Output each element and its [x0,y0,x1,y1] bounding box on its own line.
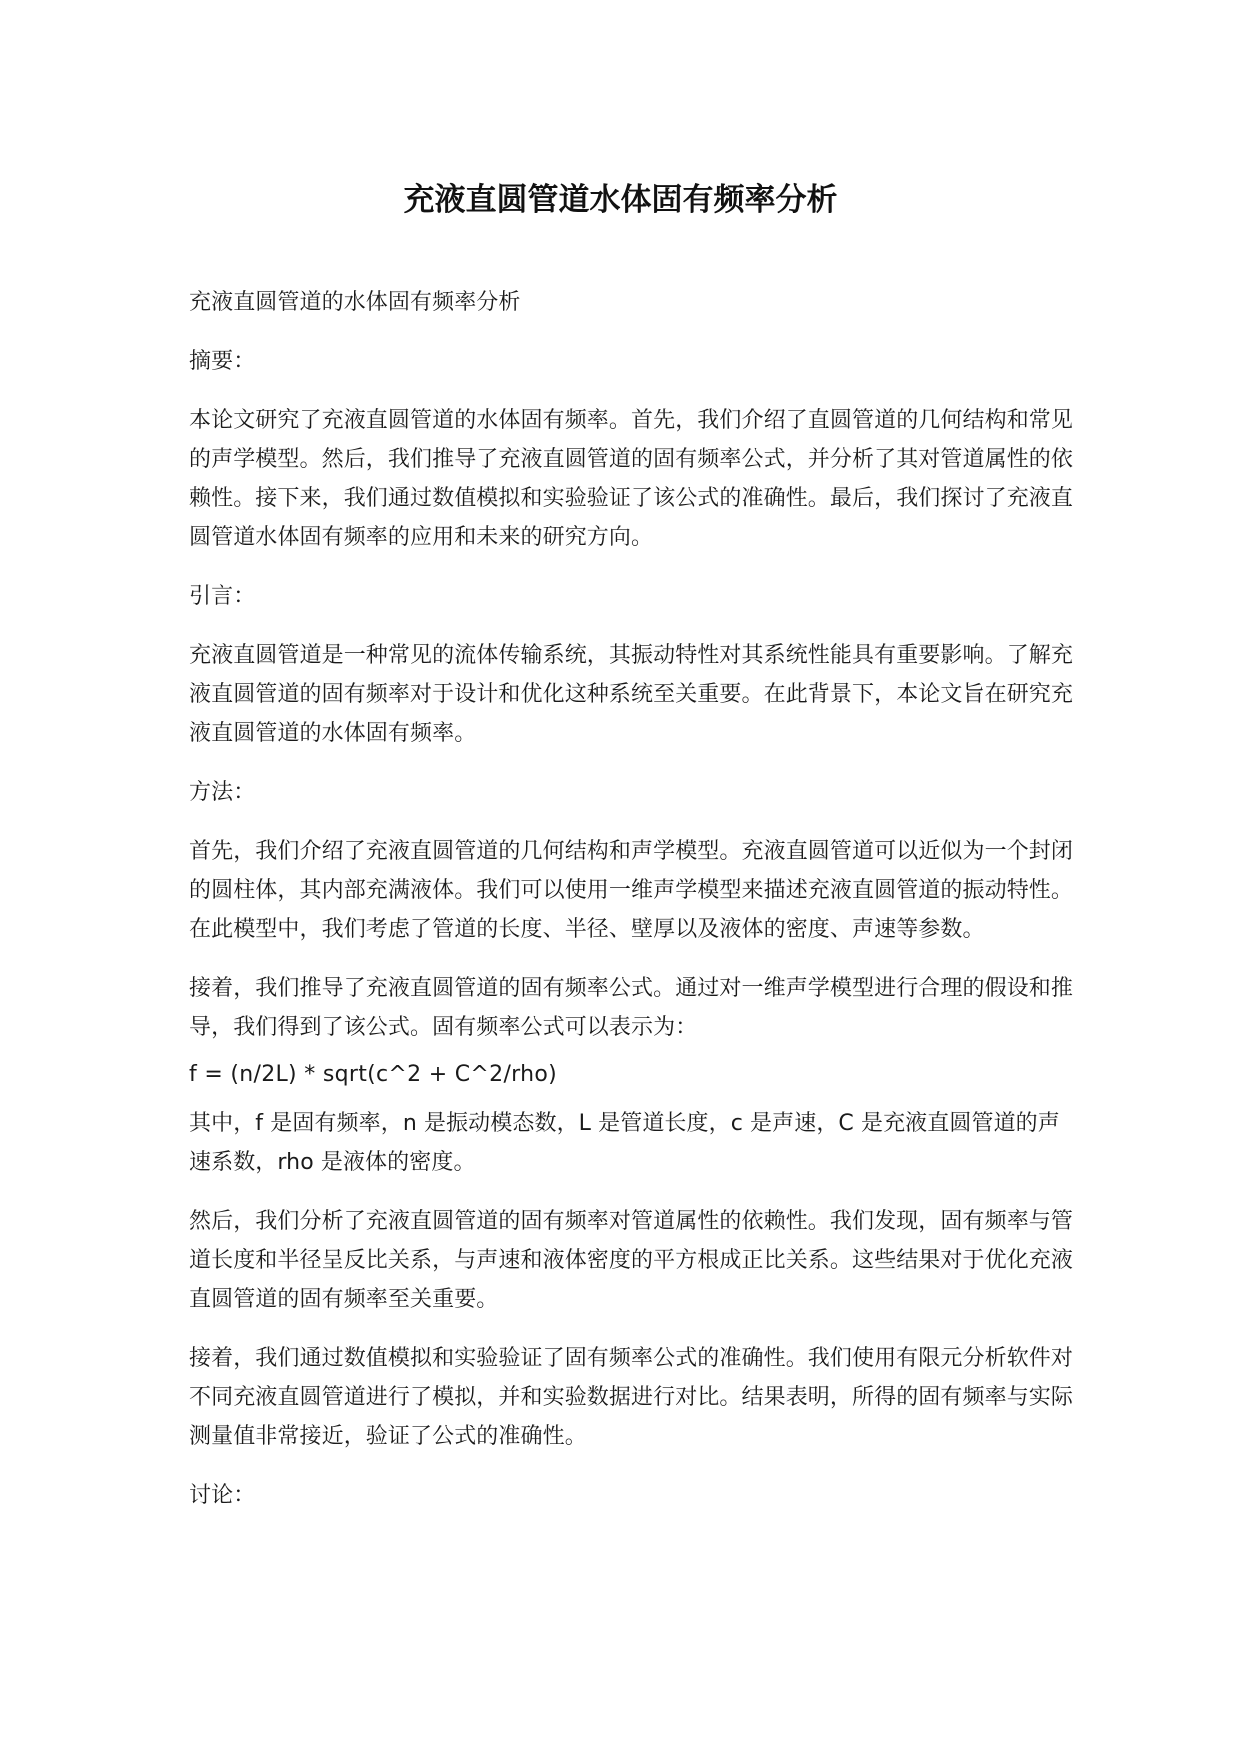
abstract-paragraph: 本论文研究了充液直圆管道的水体固有频率。首先，我们介绍了直圆管道的几何结构和常见的声学模型。然后，我们推导了充液直圆管道的固有频率公式，并分析了其对管道属性的依赖性。接下来，我们通过数值模拟和实验验证了该公式的准确性。最后，我们探讨了充液直圆管道水体固有频率的应用和未来的研究方向。 [189,408,1074,550]
frequency-formula: f = (n/2L) * sqrt(c^2 + C^2/rho) [189,1062,558,1087]
document-title: 充液直圆管道水体固有频率分析 [403,182,838,218]
methods-heading: 方法： [189,780,256,805]
discussion-heading: 讨论： [189,1483,256,1508]
variables-paragraph: 其中，f 是固有频率，n 是振动模态数，L 是管道长度，c 是声速，C 是充液直圆管道的声速系数，rho 是液体的密度。 [189,1111,1060,1175]
analysis-paragraph: 然后，我们分析了充液直圆管道的固有频率对管道属性的依赖性。我们发现，固有频率与管道长度和半径呈反比关系，与声速和液体密度的平方根成正比关系。这些结果对于优化充液直圆管道的固有频率至关重要。 [189,1209,1074,1312]
introduction-heading: 引言： [189,584,256,609]
document-body [189,283,1079,1535]
methods-paragraph-1: 首先，我们介绍了充液直圆管道的几何结构和声学模型。充液直圆管道可以近似为一个封闭的圆柱体，其内部充满液体。我们可以使用一维声学模型来描述充液直圆管道的振动特性。在此模型中，我们考虑了管道的长度、半径、壁厚以及液体的密度、声速等参数。 [189,839,1074,942]
abstract-heading: 摘要： [189,349,256,374]
validation-paragraph: 接着，我们通过数值模拟和实验验证了固有频率公式的准确性。我们使用有限元分析软件对不同充液直圆管道进行了模拟，并和实验数据进行对比。结果表明，所得的固有频率与实际测量值非常接近，验证了公式的准确性。 [189,1346,1074,1449]
introduction-paragraph: 充液直圆管道是一种常见的流体传输系统，其振动特性对其系统性能具有重要影响。了解充液直圆管道的固有频率对于设计和优化这种系统至关重要。在此背景下，本论文旨在研究充液直圆管道的水体固有频率。 [189,643,1074,746]
methods-paragraph-2: 接着，我们推导了充液直圆管道的固有频率公式。通过对一维声学模型进行合理的假设和推导，我们得到了该公式。固有频率公式可以表示为： [189,976,1074,1040]
subtitle-paragraph: 充液直圆管道的水体固有频率分析 [189,290,521,315]
